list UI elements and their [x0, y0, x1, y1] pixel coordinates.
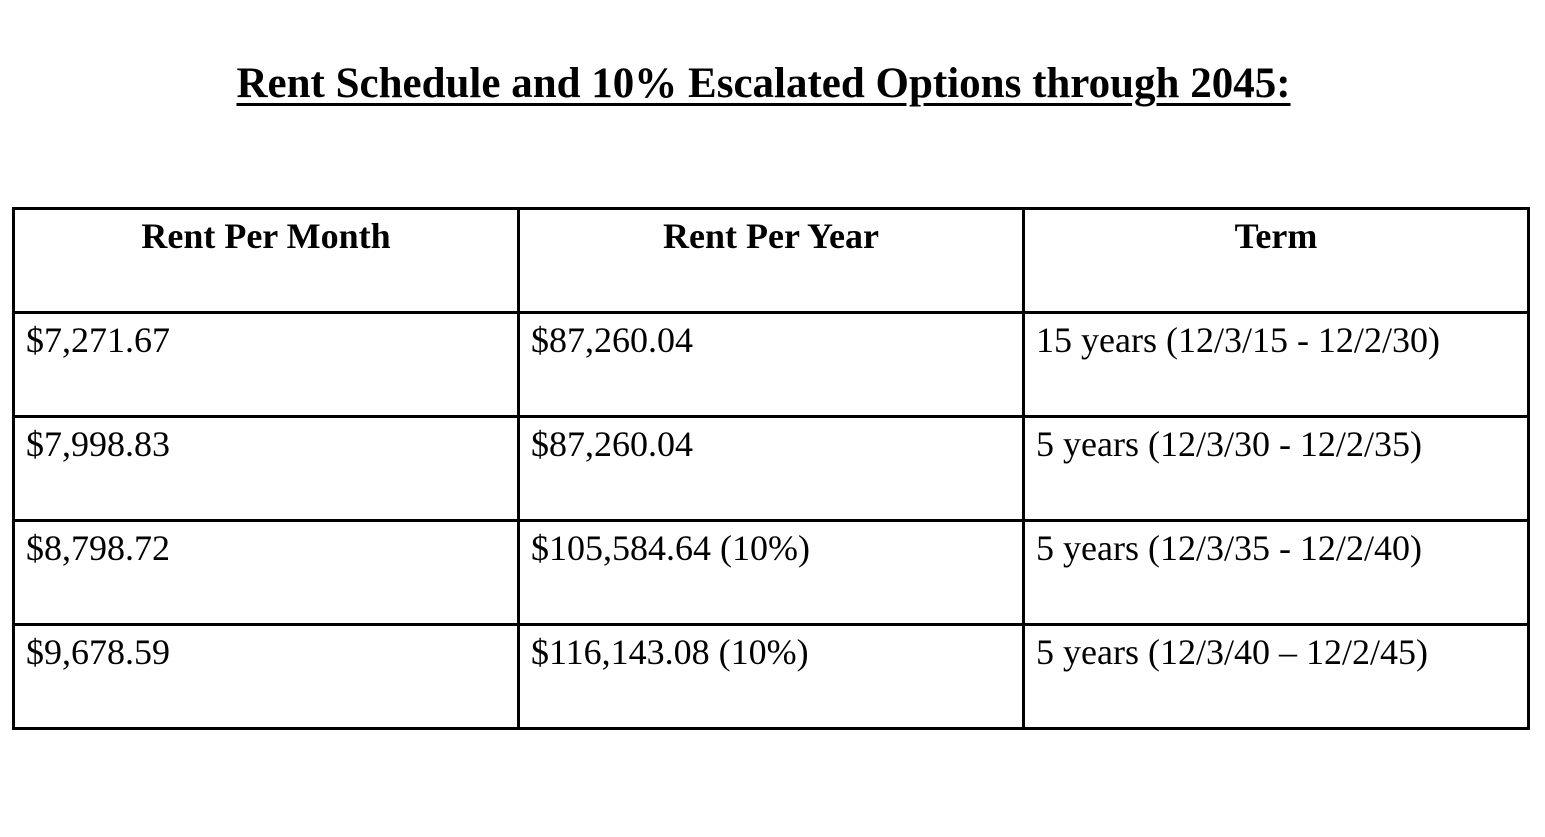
header-rent-per-year: Rent Per Year	[519, 209, 1024, 313]
cell-rent-per-month: $9,678.59	[14, 625, 519, 729]
cell-rent-per-year: $105,584.64 (10%)	[519, 521, 1024, 625]
cell-term: 15 years (12/3/15 - 12/2/30)	[1024, 313, 1529, 417]
rent-schedule-table	[12, 207, 1530, 730]
cell-rent-per-month: $8,798.72	[14, 521, 519, 625]
cell-rent-per-year: $87,260.04	[519, 313, 1024, 417]
header-term: Term	[1024, 209, 1529, 313]
cell-term: 5 years (12/3/40 – 12/2/45)	[1024, 625, 1529, 729]
table-row	[14, 417, 1529, 521]
cell-rent-per-year: $87,260.04	[519, 417, 1024, 521]
table-header-row	[14, 209, 1529, 313]
table-row	[14, 313, 1529, 417]
cell-rent-per-month: $7,998.83	[14, 417, 519, 521]
cell-rent-per-month: $7,271.67	[14, 313, 519, 417]
header-rent-per-month: Rent Per Month	[14, 209, 519, 313]
table-row	[14, 625, 1529, 729]
document-title: Rent Schedule and 10% Escalated Options through 2045:	[236, 60, 1291, 107]
table-row	[14, 521, 1529, 625]
cell-rent-per-year: $116,143.08 (10%)	[519, 625, 1024, 729]
cell-term: 5 years (12/3/30 - 12/2/35)	[1024, 417, 1529, 521]
cell-term: 5 years (12/3/35 - 12/2/40)	[1024, 521, 1529, 625]
